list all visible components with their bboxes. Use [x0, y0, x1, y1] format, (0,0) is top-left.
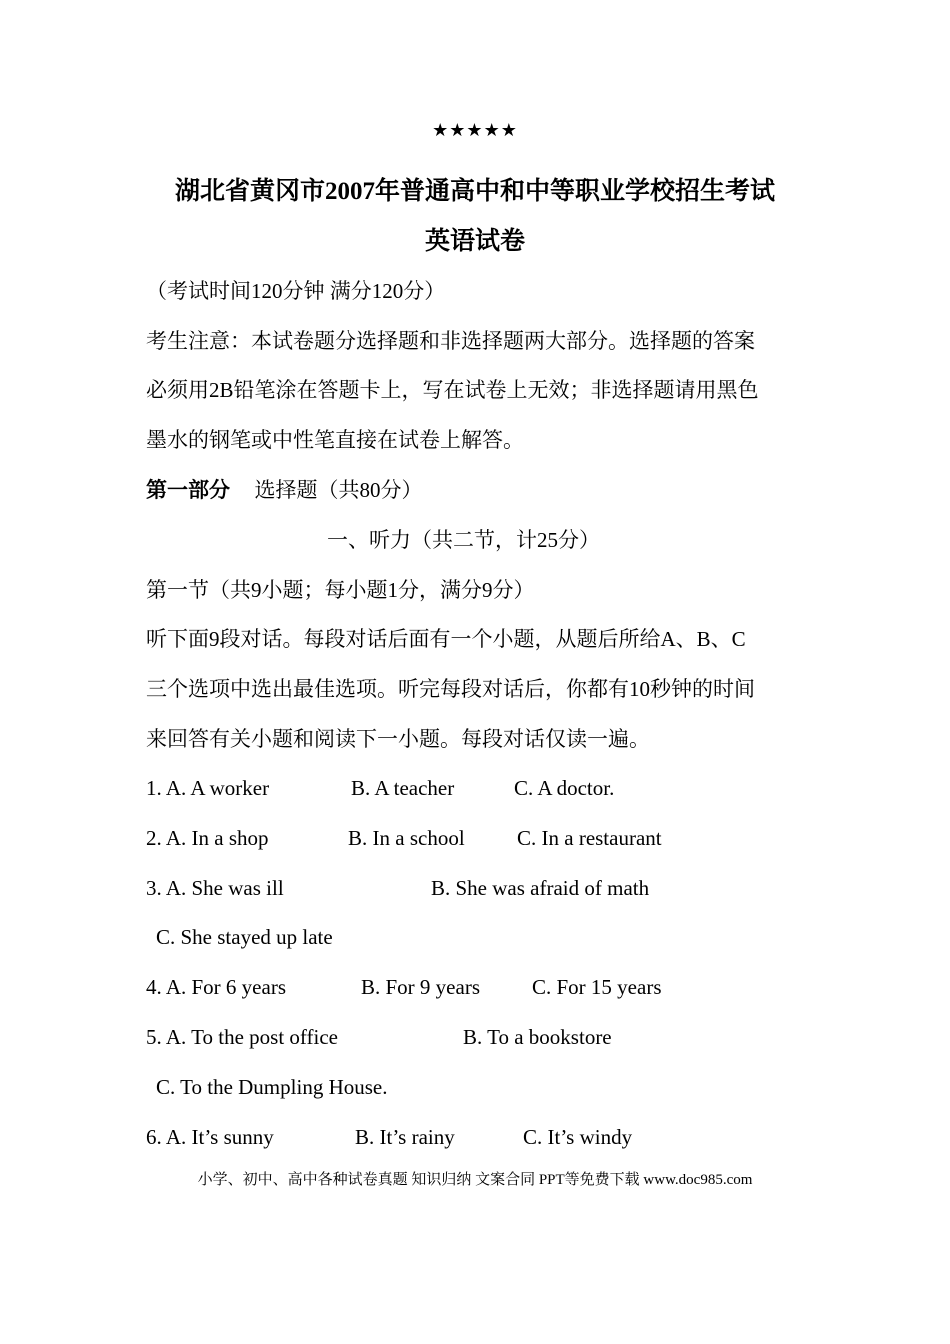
instructions-line-2: 三个选项中选出最佳选项。听完每段对话后，你都有10秒钟的时间	[146, 677, 755, 701]
question-1-option-a: 1. A. A worker	[146, 776, 270, 800]
part1-label: 第一部分	[146, 478, 230, 502]
exam-subject-title: 英语试卷	[424, 228, 525, 255]
exam-info: （考试时间120分钟 满分120分）	[146, 279, 446, 303]
question-5-option-b: B. To a bookstore	[463, 1025, 612, 1049]
question-4-option-c: C. For 15 years	[532, 975, 662, 999]
question-3-option-a: 3. A. She was ill	[146, 876, 284, 900]
question-1-option-c: C. A doctor.	[514, 776, 615, 800]
question-3-option-b: B. She was afraid of math	[431, 876, 650, 900]
notice-line-3: 墨水的钢笔或中性笔直接在试卷上解答。	[146, 428, 524, 452]
question-3-option-c: C. She stayed up late	[156, 925, 333, 949]
section-title: 一、听力（共二节，计25分）	[327, 528, 600, 552]
question-6-option-c: C. It’s windy	[523, 1125, 633, 1149]
question-4-option-a: 4. A. For 6 years	[146, 975, 286, 999]
part1-desc: 选择题（共80分）	[254, 478, 423, 502]
instructions-line-3: 来回答有关小题和阅读下一小题。每段对话仅读一遍。	[146, 727, 650, 751]
part1-heading	[146, 476, 423, 504]
notice-line-1: 考生注意：本试卷题分选择题和非选择题两大部分。选择题的答案	[146, 329, 755, 353]
instructions-line-1: 听下面9段对话。每段对话后面有一个小题，从题后所给A、B、C	[146, 627, 746, 651]
notice-line-2: 必须用2B铅笔涂在答题卡上，写在试卷上无效；非选择题请用黑色	[146, 378, 759, 402]
question-2-option-b: B. In a school	[348, 826, 465, 850]
question-1-option-b: B. A teacher	[351, 776, 455, 800]
question-6-option-b: B. It’s rainy	[355, 1125, 455, 1149]
stars-rating: ★★★★★	[432, 120, 518, 140]
footer-link[interactable]: 小学、初中、高中各种试卷真题 知识归纳 文案合同 PPT等免费下载 www.doc985.com	[197, 1172, 753, 1188]
question-2-option-c: C. In a restaurant	[517, 826, 662, 850]
question-2-option-a: 2. A. In a shop	[146, 826, 269, 850]
question-5-option-a: 5. A. To the post office	[146, 1025, 338, 1049]
exam-title: 湖北省黄冈市2007年普通高中和中等职业学校招生考试	[174, 178, 775, 205]
question-6-option-a: 6. A. It’s sunny	[146, 1125, 274, 1149]
question-4-option-b: B. For 9 years	[361, 975, 480, 999]
subsection-title: 第一节（共9小题；每小题1分，满分9分）	[146, 578, 535, 602]
question-5-option-c: C. To the Dumpling House.	[156, 1075, 388, 1099]
